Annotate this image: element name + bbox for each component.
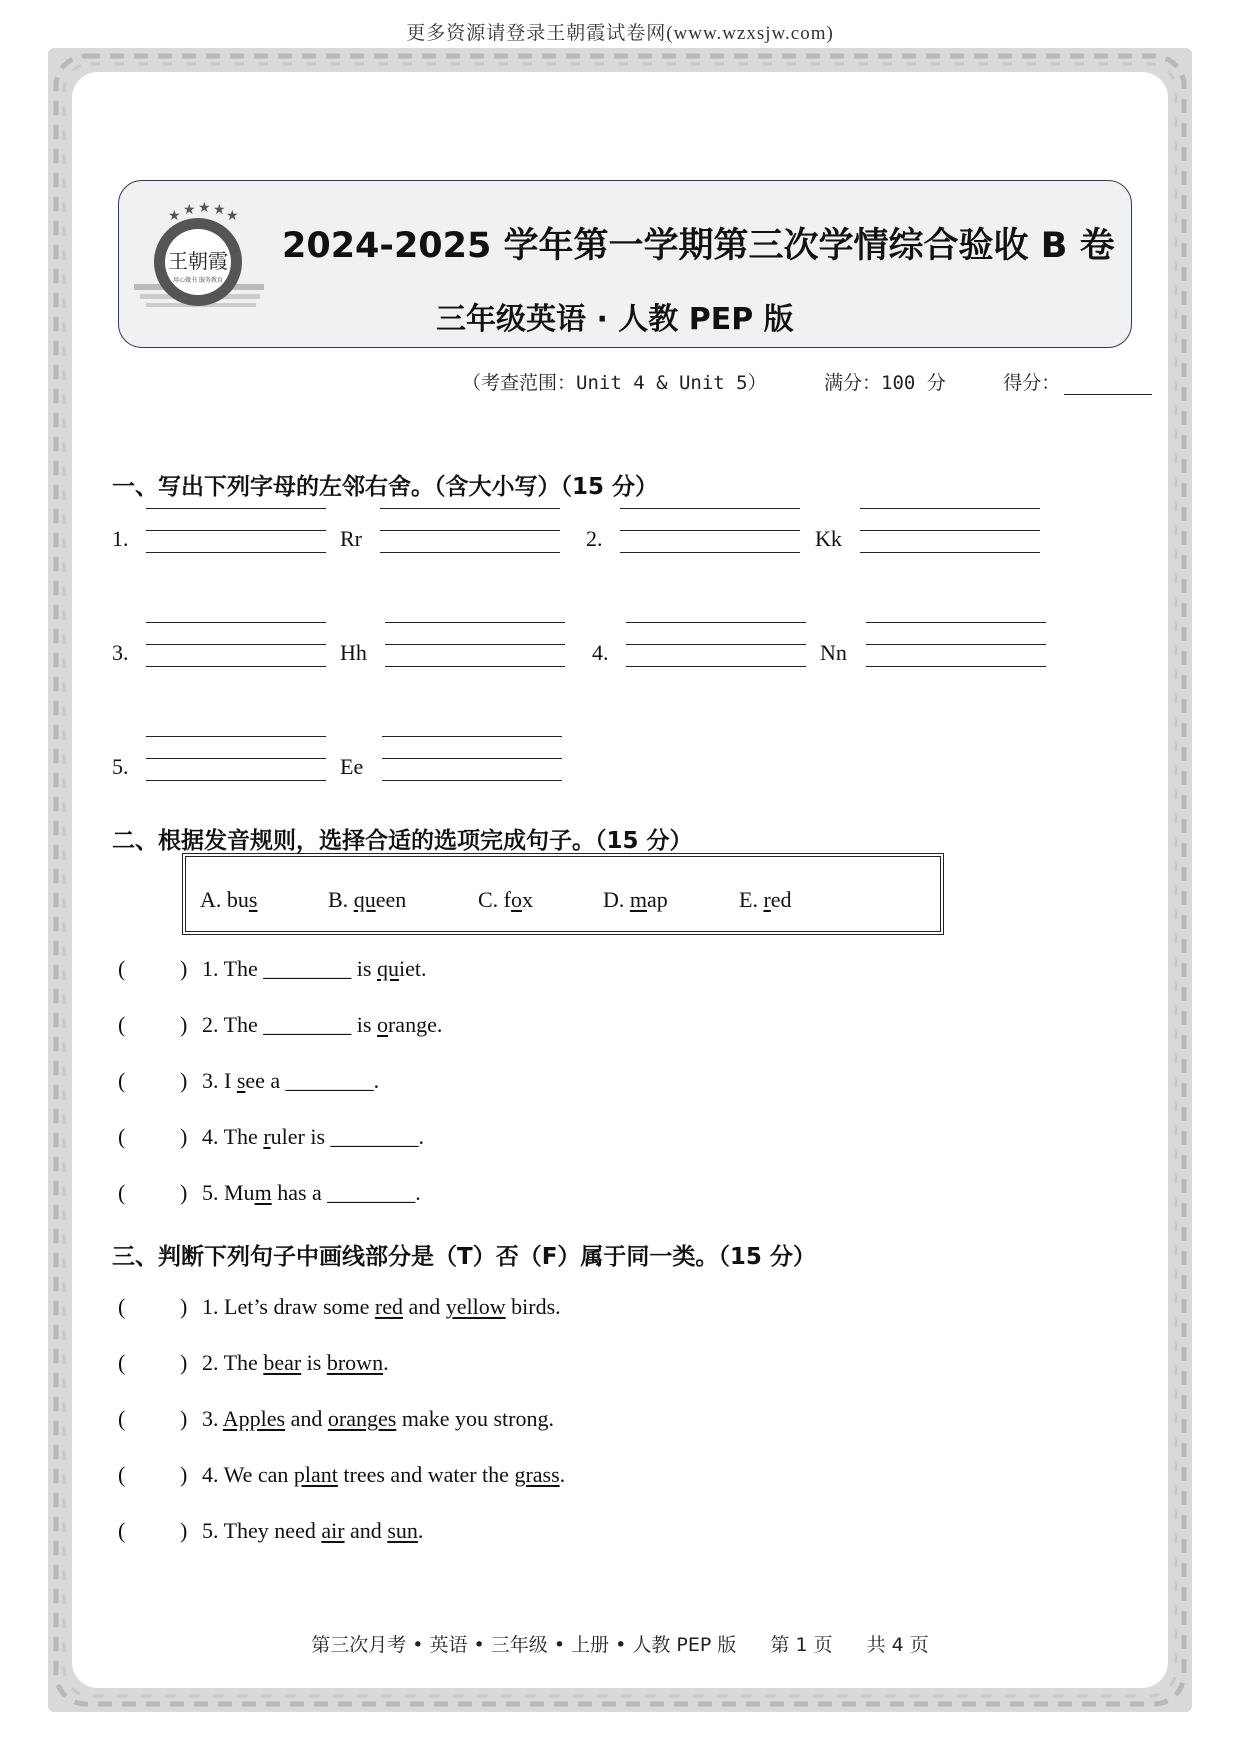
option-text: E. bbox=[739, 887, 764, 912]
right-neighbor-blank[interactable] bbox=[860, 508, 1040, 509]
answer-paren-close: ) bbox=[180, 1406, 188, 1431]
option-text: A. bu bbox=[200, 887, 249, 912]
question-text: birds. bbox=[505, 1294, 561, 1319]
section2-title: 二、根据发音规则，选择合适的选项完成句子。（15 分） bbox=[112, 828, 693, 854]
footer-page: 第 1 页 bbox=[770, 1634, 833, 1656]
answer-paren[interactable]: ( bbox=[118, 1180, 126, 1205]
question-text: 3. bbox=[202, 1406, 223, 1431]
right-neighbor-blank[interactable] bbox=[866, 622, 1046, 623]
question-text: 4. We can bbox=[202, 1462, 294, 1487]
question-text: and bbox=[285, 1406, 328, 1431]
left-neighbor-blank[interactable] bbox=[146, 622, 326, 623]
question-text: range. bbox=[387, 1012, 443, 1037]
svg-text:★: ★ bbox=[198, 201, 211, 216]
question-underlined: o bbox=[376, 1012, 388, 1037]
question-text: has a ________. bbox=[271, 1180, 421, 1205]
answer-paren[interactable]: ( bbox=[118, 1012, 126, 1037]
option-text: een bbox=[375, 887, 407, 912]
question-underlined: air bbox=[321, 1518, 345, 1543]
question-row bbox=[118, 1350, 389, 1376]
left-neighbor-blank[interactable] bbox=[146, 530, 326, 531]
page-footer bbox=[0, 1630, 1240, 1657]
left-neighbor-blank[interactable] bbox=[146, 644, 326, 645]
answer-paren-close: ) bbox=[180, 1012, 188, 1037]
question-underlined: Apples bbox=[222, 1406, 286, 1431]
answer-paren[interactable]: ( bbox=[118, 1462, 126, 1487]
right-neighbor-blank[interactable] bbox=[860, 552, 1040, 553]
score-label: 得分： bbox=[1003, 372, 1061, 394]
option-underlined: o bbox=[511, 887, 522, 912]
item-number: 4. bbox=[592, 640, 609, 665]
left-neighbor-blank[interactable] bbox=[620, 530, 800, 531]
left-neighbor-blank[interactable] bbox=[620, 508, 800, 509]
question-underlined: oranges bbox=[327, 1406, 397, 1431]
question-text: 1. Let’s draw some bbox=[202, 1294, 375, 1319]
svg-text:★: ★ bbox=[183, 203, 196, 218]
left-neighbor-blank[interactable] bbox=[146, 736, 326, 737]
section3-title: 三、判断下列句子中画线部分是（T）否（F）属于同一类。（15 分） bbox=[112, 1244, 816, 1270]
option-text: ap bbox=[647, 887, 668, 912]
question-text: 4. The bbox=[202, 1124, 264, 1149]
right-neighbor-blank[interactable] bbox=[385, 622, 565, 623]
left-neighbor-blank[interactable] bbox=[146, 780, 326, 781]
question-row bbox=[118, 956, 426, 982]
right-neighbor-blank[interactable] bbox=[382, 736, 562, 737]
given-letter: Kk bbox=[815, 526, 842, 551]
answer-paren[interactable]: ( bbox=[118, 1068, 126, 1093]
question-row bbox=[118, 1012, 442, 1038]
question-text: ee a ________. bbox=[245, 1068, 380, 1093]
right-neighbor-blank[interactable] bbox=[866, 644, 1046, 645]
question-text: 5. Mu bbox=[202, 1180, 255, 1205]
question-text: . bbox=[383, 1350, 389, 1375]
given-letter: Nn bbox=[820, 640, 847, 665]
right-neighbor-blank[interactable] bbox=[382, 758, 562, 759]
score-blank[interactable] bbox=[1064, 376, 1152, 395]
item-number: 1. bbox=[112, 526, 129, 551]
question-underlined: qu bbox=[376, 956, 399, 981]
item-number: 3. bbox=[112, 640, 129, 665]
given-letter: Hh bbox=[340, 640, 367, 665]
top-banner: 更多资源请登录王朝霞试卷网(www.wzxsjw.com) bbox=[406, 23, 834, 44]
svg-text:★: ★ bbox=[213, 203, 226, 218]
publisher-logo bbox=[130, 200, 270, 320]
answer-paren[interactable]: ( bbox=[118, 1124, 126, 1149]
question-text: 5. They need bbox=[202, 1518, 322, 1543]
option-e bbox=[739, 887, 792, 913]
answer-paren-close: ) bbox=[180, 1518, 188, 1543]
question-underlined: bear bbox=[263, 1350, 302, 1375]
answer-paren[interactable]: ( bbox=[118, 1518, 126, 1543]
answer-paren[interactable]: ( bbox=[118, 1406, 126, 1431]
option-a bbox=[200, 887, 257, 913]
answer-paren[interactable]: ( bbox=[118, 1350, 126, 1375]
question-text: 2. The bbox=[202, 1350, 264, 1375]
left-neighbor-blank[interactable] bbox=[146, 508, 326, 509]
answer-paren-close: ) bbox=[180, 1124, 188, 1149]
question-text: 2. The ________ is bbox=[202, 1012, 377, 1037]
answer-paren-close: ) bbox=[180, 1294, 188, 1319]
left-neighbor-blank[interactable] bbox=[146, 666, 326, 667]
item-number: 2. bbox=[586, 526, 603, 551]
option-underlined: qu bbox=[353, 887, 376, 912]
answer-paren-close: ) bbox=[180, 1350, 188, 1375]
option-underlined: m bbox=[629, 887, 648, 912]
answer-paren-close: ) bbox=[180, 956, 188, 981]
left-neighbor-blank[interactable] bbox=[626, 622, 806, 623]
option-c bbox=[478, 887, 533, 913]
right-neighbor-blank[interactable] bbox=[380, 508, 560, 509]
question-underlined: m bbox=[254, 1180, 272, 1205]
section1-title: 一、写出下列字母的左邻右舍。（含大小写）（15 分） bbox=[112, 474, 659, 500]
item-number: 5. bbox=[112, 754, 129, 779]
question-text: 1. The ________ is bbox=[202, 956, 377, 981]
option-text: D. bbox=[603, 887, 630, 912]
question-text: make you strong. bbox=[396, 1406, 554, 1431]
right-neighbor-blank[interactable] bbox=[380, 552, 560, 553]
right-neighbor-blank[interactable] bbox=[385, 666, 565, 667]
question-text: 3. I bbox=[202, 1068, 237, 1093]
exam-title: 2024-2025 学年第一学期第三次学情综合验收 B 卷 bbox=[282, 226, 1115, 266]
question-text: trees and water the bbox=[337, 1462, 515, 1487]
question-underlined: sun bbox=[387, 1518, 418, 1543]
answer-paren-close: ) bbox=[180, 1462, 188, 1487]
question-row bbox=[118, 1518, 423, 1544]
right-neighbor-blank[interactable] bbox=[866, 666, 1046, 667]
question-text: . bbox=[417, 1518, 424, 1543]
question-row bbox=[118, 1462, 565, 1488]
option-text: C. f bbox=[478, 887, 511, 912]
answer-paren[interactable]: ( bbox=[118, 956, 126, 981]
right-neighbor-blank[interactable] bbox=[385, 644, 565, 645]
given-letter: Ee bbox=[340, 754, 364, 779]
question-text: and bbox=[403, 1294, 446, 1319]
logo-slogan: 用心做书 服务教育 bbox=[173, 277, 223, 284]
question-underlined: plant bbox=[293, 1462, 338, 1487]
question-text: is bbox=[301, 1350, 327, 1375]
option-underlined: s bbox=[248, 887, 258, 912]
right-neighbor-blank[interactable] bbox=[380, 530, 560, 531]
right-neighbor-blank[interactable] bbox=[382, 780, 562, 781]
footer-course: 第三次月考 • 英语 • 三年级 • 上册 • 人教 PEP 版 bbox=[311, 1634, 737, 1656]
left-neighbor-blank[interactable] bbox=[146, 758, 326, 759]
svg-text:★: ★ bbox=[226, 209, 239, 224]
option-text: ed bbox=[770, 887, 792, 912]
option-box bbox=[185, 856, 941, 932]
question-row bbox=[118, 1068, 379, 1094]
option-d bbox=[603, 887, 668, 913]
question-underlined: yellow bbox=[445, 1294, 506, 1319]
left-neighbor-blank[interactable] bbox=[146, 552, 326, 553]
question-text: iet. bbox=[398, 956, 427, 981]
option-b bbox=[328, 887, 406, 913]
question-row bbox=[118, 1180, 421, 1206]
left-neighbor-blank[interactable] bbox=[626, 644, 806, 645]
question-row bbox=[118, 1294, 561, 1320]
right-neighbor-blank[interactable] bbox=[860, 530, 1040, 531]
given-letter: Rr bbox=[340, 526, 362, 551]
footer-total: 共 4 页 bbox=[866, 1634, 929, 1656]
answer-paren[interactable]: ( bbox=[118, 1294, 126, 1319]
question-text: and bbox=[344, 1518, 388, 1543]
exam-scope: （考查范围：Unit 4 & Unit 5） bbox=[462, 372, 767, 394]
svg-text:★: ★ bbox=[168, 209, 181, 224]
question-row bbox=[118, 1406, 554, 1432]
answer-paren-close: ) bbox=[180, 1068, 188, 1093]
question-underlined: red bbox=[374, 1294, 403, 1319]
full-score: 满分：100 分 bbox=[824, 372, 946, 394]
answer-paren-close: ) bbox=[180, 1180, 188, 1205]
option-text: B. bbox=[328, 887, 354, 912]
question-underlined: r bbox=[263, 1124, 271, 1149]
left-neighbor-blank[interactable] bbox=[626, 666, 806, 667]
question-underlined: grass bbox=[514, 1462, 560, 1487]
question-text: uler is ________. bbox=[270, 1124, 425, 1149]
logo-text: 王朝霞 bbox=[168, 249, 228, 273]
exam-subtitle: 三年级英语 · 人教 PEP 版 bbox=[436, 302, 794, 337]
question-row bbox=[118, 1124, 424, 1150]
option-underlined: r bbox=[763, 887, 771, 912]
exam-info bbox=[462, 368, 1152, 395]
option-text: x bbox=[522, 887, 533, 912]
question-underlined: brown bbox=[326, 1350, 384, 1375]
question-underlined: s bbox=[236, 1068, 246, 1093]
left-neighbor-blank[interactable] bbox=[620, 552, 800, 553]
question-text: . bbox=[559, 1462, 566, 1487]
